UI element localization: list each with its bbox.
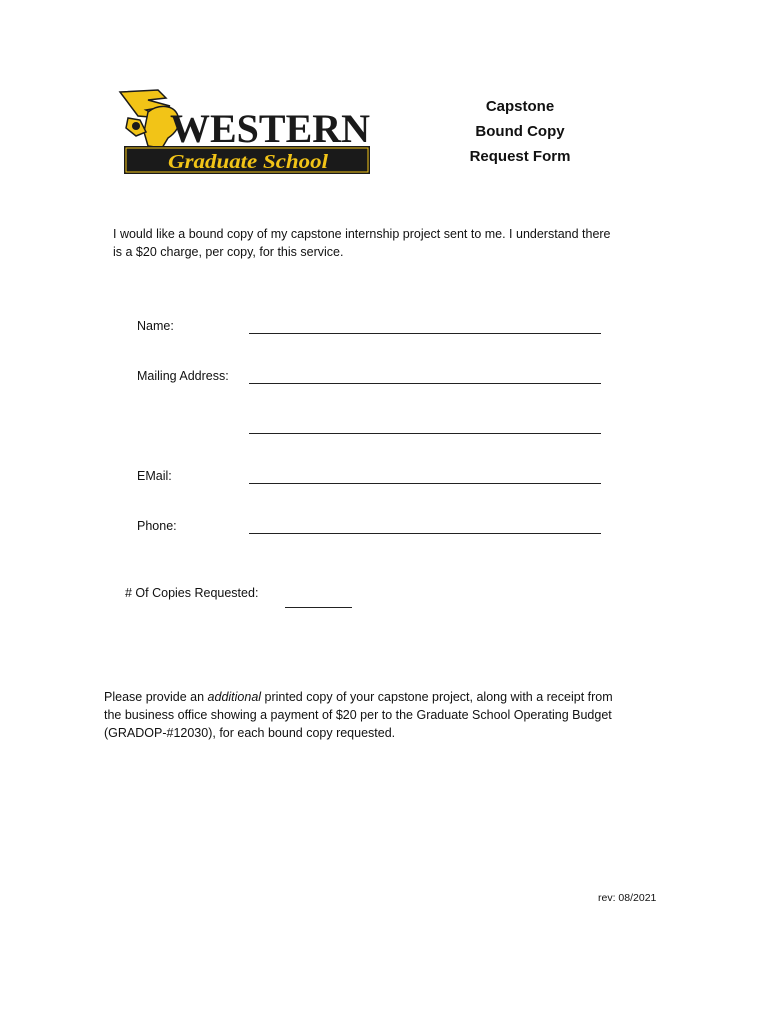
- instructions-emphasis: additional: [207, 690, 262, 704]
- mailing-address-field-2[interactable]: [249, 433, 601, 434]
- title-line-1: Capstone: [485, 98, 555, 115]
- svg-text:WESTERN: WESTERN: [170, 106, 371, 151]
- name-label: Name:: [137, 319, 174, 333]
- revision-date: rev: 08/2021: [598, 892, 657, 904]
- western-graduate-school-logo: [118, 88, 372, 178]
- mailing-address-label: Mailing Address:: [137, 369, 229, 383]
- name-field[interactable]: [249, 333, 601, 334]
- copies-requested-label: # Of Copies Requested:: [125, 586, 259, 600]
- instructions-paragraph: [104, 688, 624, 742]
- email-field[interactable]: [249, 483, 601, 484]
- phone-field[interactable]: [249, 533, 601, 534]
- svg-text:Graduate School: Graduate School: [168, 151, 329, 173]
- intro-paragraph: I would like a bound copy of my capstone internship project sent to me. I understand there is a $20 charge, per copy, for this service.: [113, 227, 611, 259]
- instructions-part-2: printed copy of your capstone project, along with a receipt from the business office showing a payment of $20 per to the Graduate School Operating Budget (GRADOP-#12030), for each bound copy requested.: [104, 690, 613, 740]
- phone-label: Phone:: [137, 519, 177, 533]
- griffin-logo-icon: [118, 88, 372, 178]
- title-line-2: Bound Copy: [475, 123, 565, 140]
- email-label: EMail:: [137, 469, 172, 483]
- mailing-address-field-1[interactable]: [249, 383, 601, 384]
- title-line-3: Request Form: [469, 148, 571, 165]
- copies-requested-field[interactable]: [285, 607, 352, 608]
- instructions-part-1: Please provide an: [104, 690, 208, 704]
- form-title: [455, 94, 585, 169]
